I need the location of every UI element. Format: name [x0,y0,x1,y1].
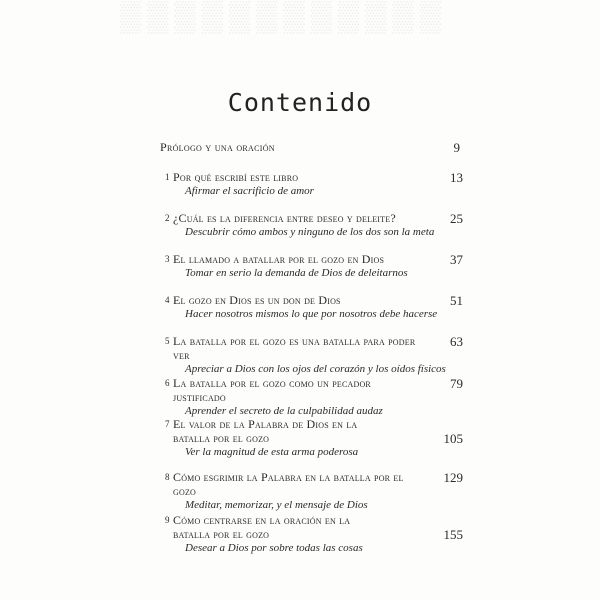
bleed-through-text: ▒▒▒▒▒▒▒▒▒▒▒▒ [120,0,448,33]
chapter-number: 8 [165,472,170,482]
chapter-title: Cómo esgrimir la Palabra en la batalla por el gozo [173,470,404,498]
chapter-title: El gozo en Dios es un don de Dios [173,293,341,307]
toc-chapter-7 [165,417,463,459]
chapter-number: 9 [165,515,170,525]
chapter-subtitle: Ver la magnitud de esta arma poderosa [185,446,359,458]
chapter-page: 13 [450,170,463,185]
chapter-subtitle: Hacer nosotros mismos lo que por nosotros debe hacerse [185,308,438,320]
chapter-subtitle: Afirmar el sacrificio de amor [185,185,314,197]
chapter-number: 3 [165,254,170,264]
toc-prologue [160,140,460,155]
chapter-title: La batalla por el gozo como un pecador justificado [173,376,371,404]
toc-chapter-3 [165,252,463,280]
chapter-page: 105 [443,431,463,446]
toc-chapter-9 [165,513,463,555]
chapter-subtitle: Aprender el secreto de la culpabilidad audaz [185,405,383,417]
chapter-subtitle: Tomar en serio la demanda de Dios de deleitarnos [185,267,408,279]
toc-chapter-6 [165,376,463,418]
chapter-page: 79 [450,376,463,391]
chapter-number: 7 [165,419,170,429]
chapter-title: Cómo centrarse en la oración en la batalla por el gozo [173,513,351,541]
toc-chapter-4 [165,293,463,321]
prologue-page: 9 [453,140,460,155]
chapter-title: El llamado a batallar por el gozo en Dios [173,252,385,266]
chapter-subtitle: Apreciar a Dios con los ojos del corazón y los oídos físicos [185,363,446,375]
chapter-number: 5 [165,336,170,346]
page-title: Contenido [227,88,373,117]
chapter-subtitle: Desear a Dios por sobre todas las cosas [185,542,363,554]
chapter-page: 155 [443,527,463,542]
chapter-number: 4 [165,295,170,305]
prologue-label: Prólogo y una oración [160,140,275,154]
chapter-subtitle: Descubrir cómo ambos y ninguno de los dos son la meta [185,226,435,238]
chapter-page: 63 [450,334,463,349]
chapter-page: 51 [450,293,463,308]
chapter-number: 6 [165,378,170,388]
chapter-title: El valor de la Palabra de Dios en la batalla por el gozo [173,417,358,445]
toc-chapter-2 [165,211,463,239]
chapter-page: 37 [450,252,463,267]
toc-chapter-8 [165,470,463,512]
chapter-page: 129 [443,470,463,485]
toc-chapter-5 [165,334,463,376]
chapter-title: ¿Cuál es la diferencia entre deseo y deleite? [173,211,396,225]
chapter-subtitle: Meditar, memorizar, y el mensaje de Dios [185,499,368,511]
chapter-page: 25 [450,211,463,226]
chapter-number: 1 [165,172,170,182]
chapter-title: La batalla por el gozo es una batalla para poder ver [173,334,416,362]
chapter-title: Por qué escribí este libro [173,170,299,184]
toc-chapter-1 [165,170,463,198]
chapter-number: 2 [165,213,170,223]
